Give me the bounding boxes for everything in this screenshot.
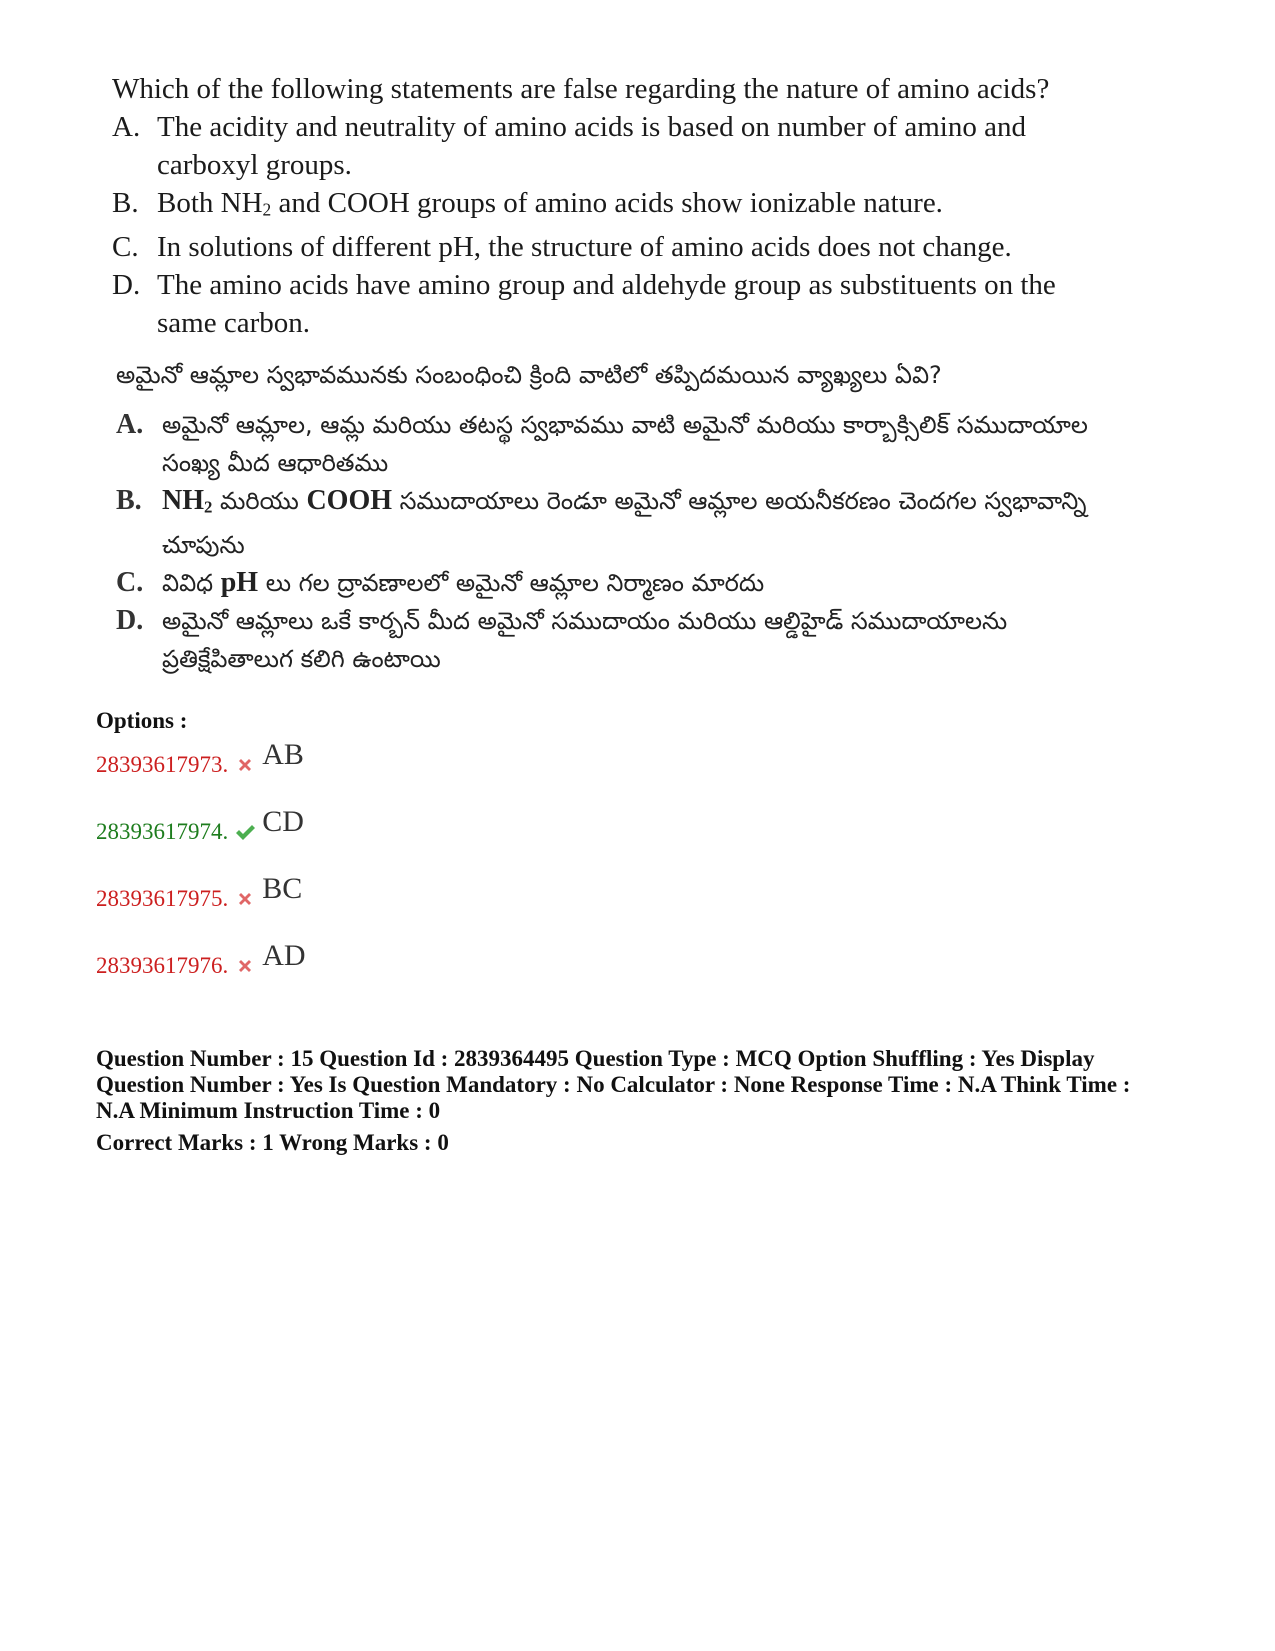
- option-answer: AB: [262, 738, 304, 771]
- statement-text: [162, 482, 1126, 564]
- statement-b-en: [112, 184, 1112, 228]
- statement-b-te: [116, 482, 1126, 564]
- statement-c-en: [112, 228, 1112, 266]
- option-answer: CD: [262, 805, 304, 838]
- statement-text-post: and COOH groups of amino acids show ionizable nature.: [271, 187, 943, 219]
- ph-token: pH: [220, 567, 259, 599]
- statement-letter: D.: [116, 605, 144, 637]
- cross-icon: [234, 888, 256, 910]
- meta-line-3: N.A Minimum Instruction Time : 0: [96, 1098, 441, 1123]
- option-id: 28393617974.: [96, 819, 229, 844]
- meta-line-1: Question Number : 15 Question Id : 2839364495 Question Type : MCQ Option Shuffling : Yes Display: [96, 1046, 1095, 1071]
- statement-letter: A.: [112, 111, 141, 143]
- option-id: 28393617973.: [96, 752, 229, 777]
- answer-option-2[interactable]: [96, 805, 304, 845]
- statement-text-rest: లు గల ద్రావణాలలో అమైనో ఆమ్లాల నిర్మాణం మారదు: [258, 569, 765, 598]
- conjunction: మరియు: [212, 487, 307, 515]
- statement-text: In solutions of different pH, the structure of amino acids does not change.: [157, 231, 1012, 264]
- statement-d-en: [112, 266, 1112, 342]
- question-telugu: [116, 356, 1126, 678]
- answer-option-4[interactable]: [96, 939, 306, 979]
- statement-text: The acidity and neutrality of amino acids is based on number of amino and carboxyl groups.: [157, 111, 1026, 181]
- meta-line-2: Question Number : Yes Is Question Mandatory : No Calculator : None Response Time : N.A Think Time :: [96, 1072, 1131, 1097]
- statement-text-pre: వివిధ: [162, 569, 221, 598]
- statement-text: అమైనో ఆమ్లాలు ఒకే కార్బన్ మీద అమైనో సముదాయం మరియు ఆల్డిహైడ్ సముదాయాలను ప్రతిక్షేపితాలుగ కలిగి ఉంటాయి: [162, 607, 1008, 674]
- statement-text-pre: Both NH: [157, 187, 263, 219]
- cross-icon: [234, 754, 256, 776]
- statement-text: The amino acids have amino group and aldehyde group as substituents on the same carbon.: [157, 269, 1056, 340]
- statement-c-te: [116, 564, 1126, 602]
- statement-letter: B.: [112, 187, 139, 219]
- statement-text: అమైనో ఆమ్లాల, ఆమ్ల మరియు తటస్థ స్వభావము వాటి అమైనో మరియు కార్బాక్సిలిక్ సముదాయాల సంఖ్య మీద ఆధారితము: [162, 411, 1088, 477]
- marks-info: Correct Marks : 1 Wrong Marks : 0: [96, 1130, 449, 1155]
- options-label: Options :: [96, 708, 188, 733]
- statement-letter: C.: [116, 567, 144, 599]
- statement-letter: B.: [116, 485, 142, 516]
- option-id: 28393617975.: [96, 886, 229, 911]
- question-english: [112, 70, 1112, 342]
- formula-base: NH: [162, 485, 204, 516]
- statement-a-en: [112, 108, 1112, 184]
- question-stem-te: అమైనో ఆమ్లాల స్వభావమునకు సంబంధించి క్రింది వాటిలో తప్పిదమయిన వ్యాఖ్యలు ఏవి?: [116, 361, 942, 389]
- subscript: 2: [262, 199, 272, 220]
- answer-option-3[interactable]: [96, 872, 302, 912]
- statement-d-te: [116, 602, 1126, 678]
- statement-a-te: [116, 406, 1126, 482]
- statement-letter: A.: [116, 409, 144, 440]
- statement-letter: D.: [112, 269, 141, 302]
- subscript: 2: [204, 497, 213, 517]
- check-icon: [234, 821, 256, 843]
- statement-letter: C.: [112, 231, 139, 264]
- formula-nh2: [162, 485, 212, 516]
- option-answer: BC: [262, 872, 303, 905]
- formula-cooh: COOH: [306, 485, 393, 516]
- question-stem-en: Which of the following statements are false regarding the nature of amino acids?: [112, 73, 1050, 105]
- answer-option-1[interactable]: [96, 738, 304, 778]
- cross-icon: [234, 955, 256, 977]
- statement-text: [157, 184, 1112, 228]
- statement-text-rest: సముదాయాలు రెండూ అమైనో ఆమ్లాల అయనీకరణం చెందగల స్వభావాన్ని చూపును: [162, 487, 1087, 560]
- statement-text: [162, 564, 1126, 602]
- question-meta: [96, 1046, 1176, 1124]
- option-id: 28393617976.: [96, 953, 229, 978]
- option-answer: AD: [262, 939, 306, 972]
